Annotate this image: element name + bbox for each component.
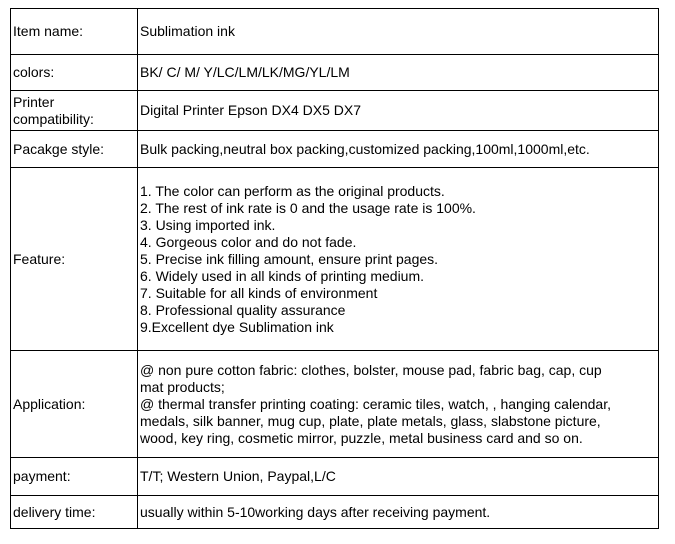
row-value [138,131,659,168]
value-line: 1. The color can perform as the original products. [140,182,445,199]
row-label: Application: [11,351,138,458]
value-line: 5. Precise ink filling amount, ensure print pages. [140,250,439,267]
table-row-colors [11,55,659,91]
row-value [138,496,659,529]
value-line: 4. Gorgeous color and do not fade. [140,233,357,250]
row-label: Item name: [11,9,138,55]
value-line: Digital Printer Epson DX4 DX5 DX7 [140,102,361,118]
row-label: Feature: [11,168,138,351]
value-line: mat products; [140,378,225,395]
value-line: medals, silk banner, mug cup, plate, plate metals, glass, slabstone picture, [140,412,601,429]
row-value [138,458,659,496]
table-row-item-name [11,9,659,55]
product-spec-table [10,8,659,529]
value-line: 7. Suitable for all kinds of environment [140,284,378,301]
row-value [138,91,659,131]
row-label: Printer compatibility: [11,91,138,131]
table-row-package-style [11,131,659,168]
row-value [138,351,659,458]
row-label: delivery time: [11,496,138,529]
row-label: payment: [11,458,138,496]
value-line: BK/ C/ M/ Y/LC/LM/LK/MG/YL/LM [140,64,350,80]
row-label: Pacakge style: [11,131,138,168]
table-row-payment [11,458,659,496]
table-row-printer-compatibility [11,91,659,131]
row-label: colors: [11,55,138,91]
table-row-delivery-time [11,496,659,529]
value-line: Sublimation ink [140,23,235,39]
value-line: 2. The rest of ink rate is 0 and the usage rate is 100%. [140,199,476,216]
value-line: wood, key ring, cosmetic mirror, puzzle, metal business card and so on. [140,429,583,446]
value-line: T/T; Western Union, Paypal,L/C [140,468,336,484]
value-line: Bulk packing,neutral box packing,customized packing,100ml,1000ml,etc. [140,140,590,157]
value-line: @ non pure cotton fabric: clothes, bolster, mouse pad, fabric bag, cap, cup [140,361,602,378]
value-line: 3. Using imported ink. [140,216,276,233]
value-line: @ thermal transfer printing coating: ceramic tiles, watch, , hanging calendar, [140,395,611,412]
value-line: 9.Excellent dye Sublimation ink [140,318,334,335]
row-value [138,55,659,91]
value-line: usually within 5-10working days after receiving payment. [140,503,491,520]
value-line: 8. Professional quality assurance [140,301,346,318]
row-value [138,9,659,55]
table-row-feature [11,168,659,351]
table-row-application [11,351,659,458]
row-value [138,168,659,351]
value-line: 6. Widely used in all kinds of printing medium. [140,267,425,284]
